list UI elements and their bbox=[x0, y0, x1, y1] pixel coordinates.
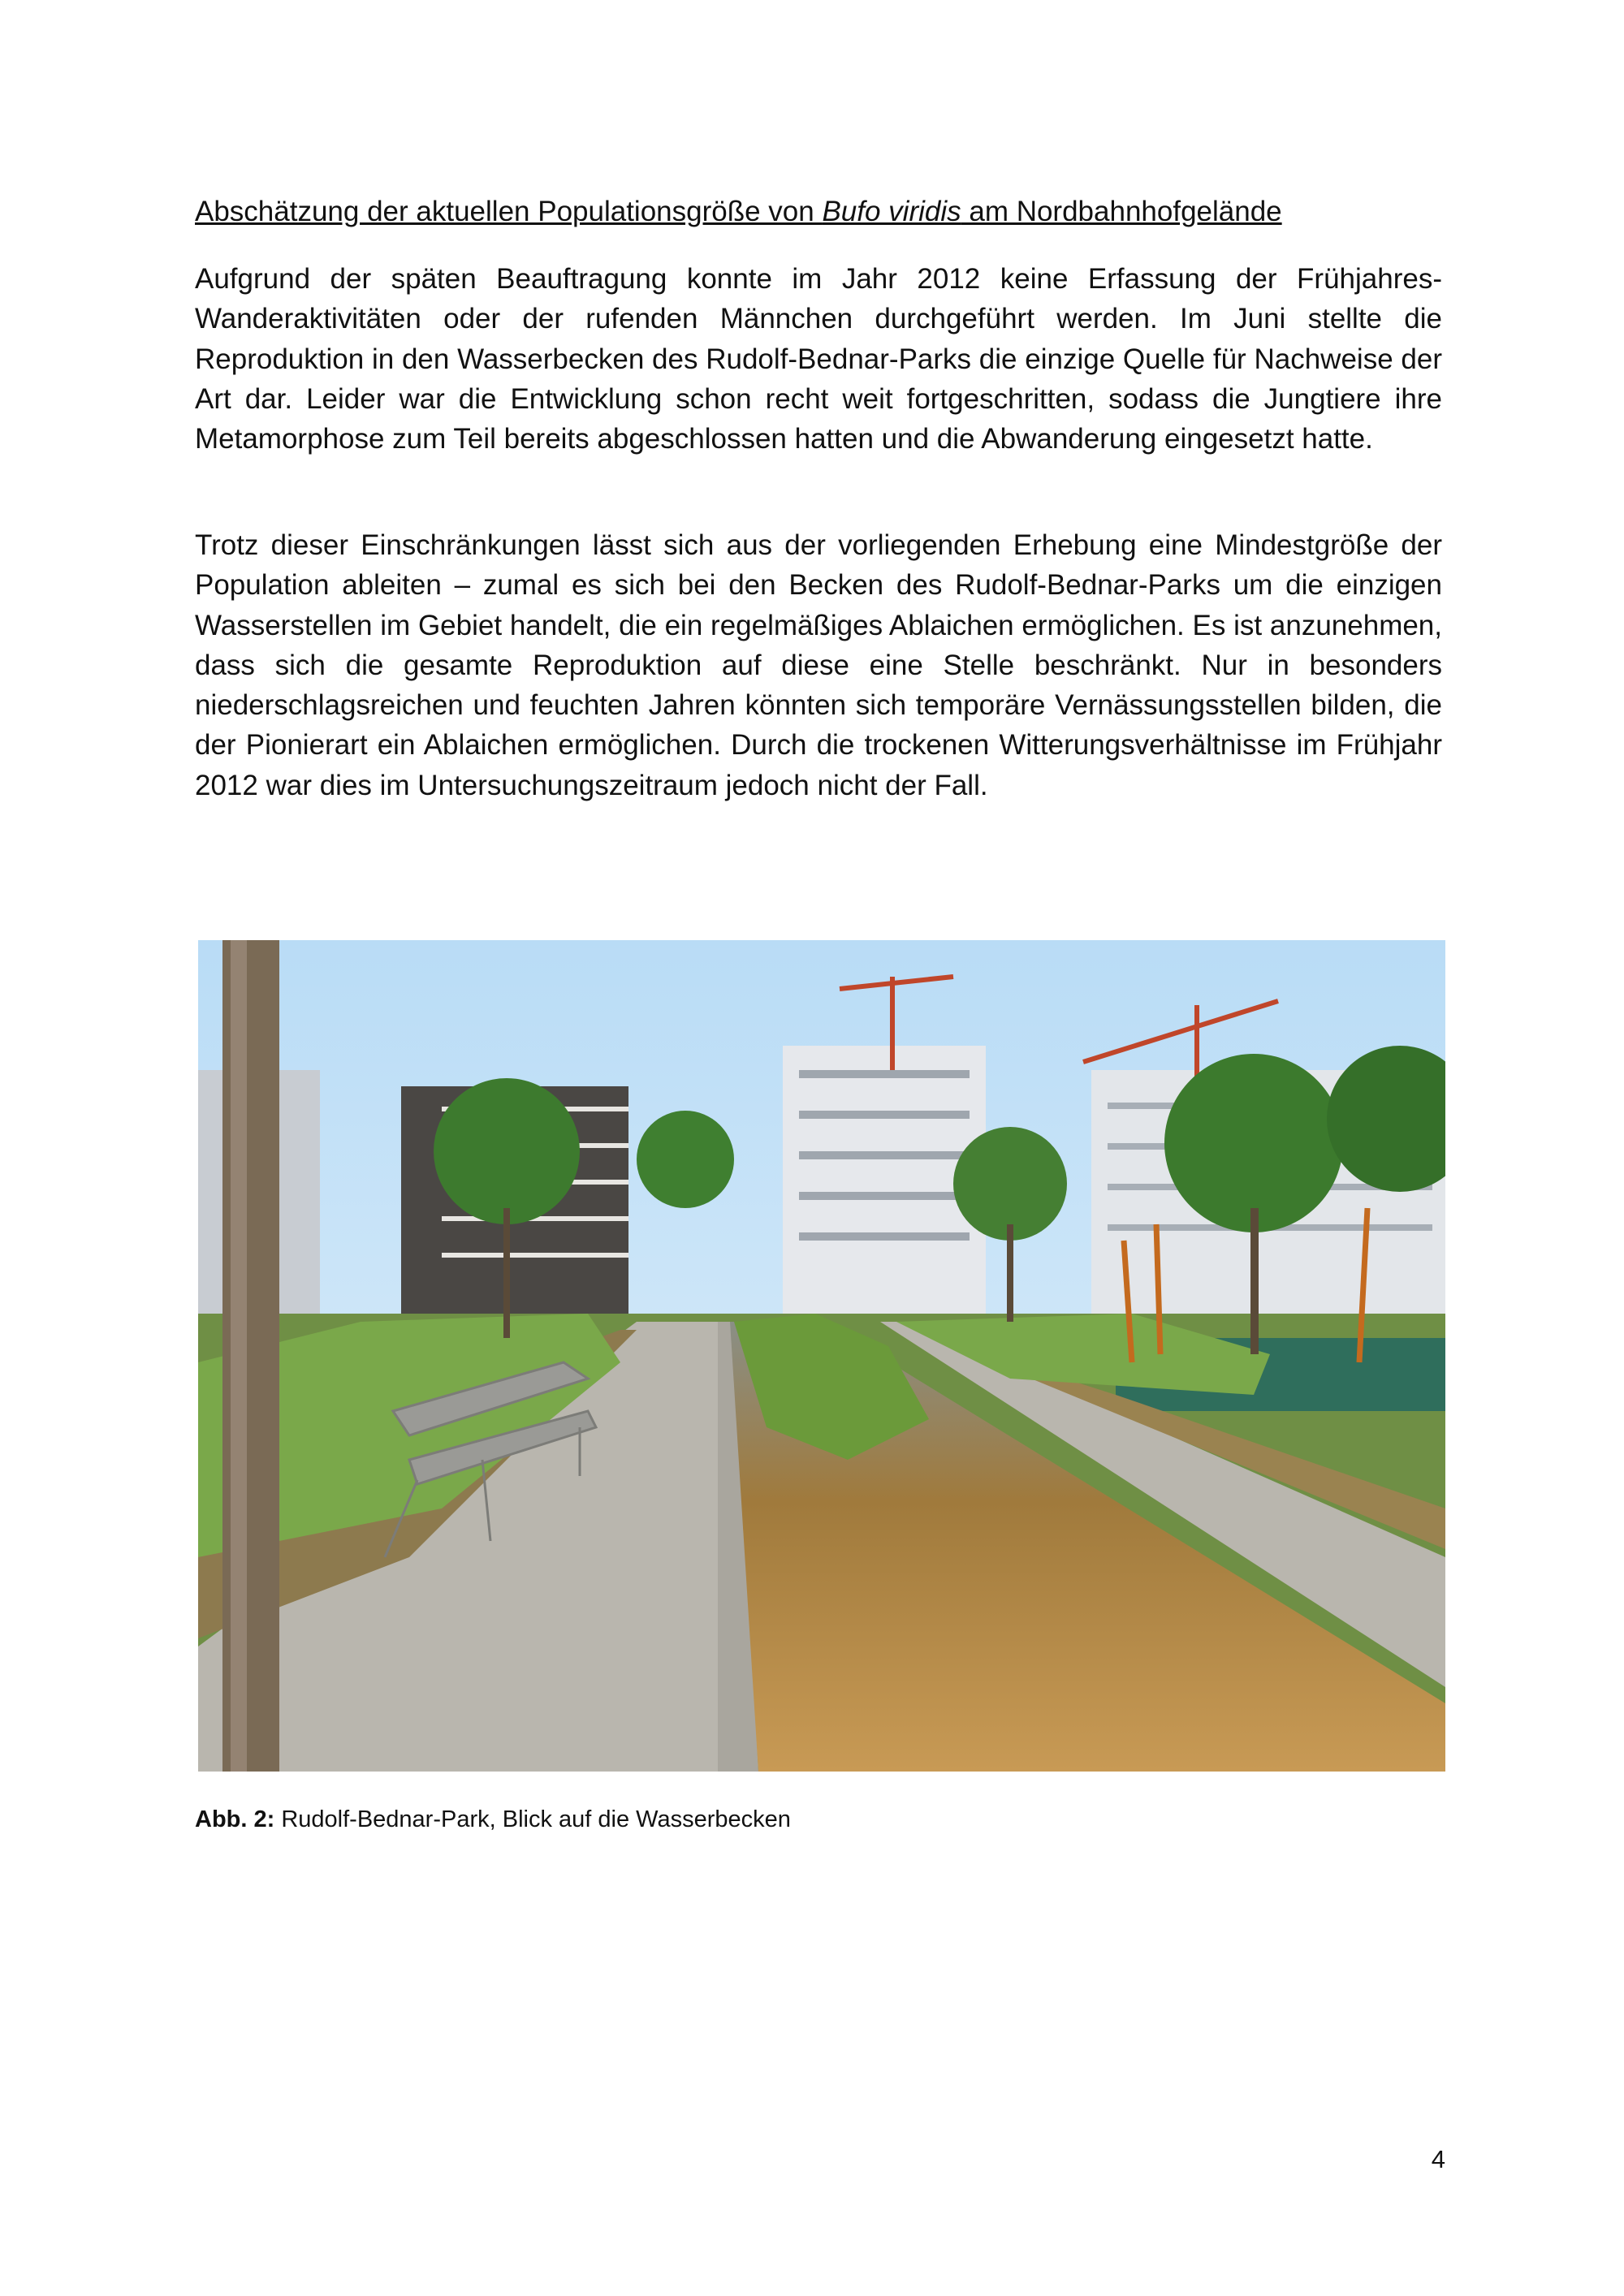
park-photo-illustration bbox=[198, 940, 1445, 1772]
heading-prefix: Abschätzung der aktuellen Populationsgröße von bbox=[195, 196, 823, 227]
paragraph-1: Aufgrund der späten Beauftragung konnte im Jahr 2012 keine Erfassung der Frühjahres-Wanderaktivitäten oder der rufenden Männchen durchgeführt werden. Im Juni stellte die Reproduktion in den Wasserbecken des Rudolf-Bednar-Parks die einzige Quelle für Nachweise der Art dar. Leider war die Entwicklung schon recht weit fortgeschritten, sodass die Jungtiere ihre Metamorphose zum Teil bereits abgeschlossen hatten und die Abwanderung eingesetzt hatte. bbox=[195, 263, 1442, 455]
tree-crown-center bbox=[637, 1111, 734, 1208]
figure-caption-text: Rudolf-Bednar-Park, Blick auf die Wasserbecken bbox=[274, 1806, 791, 1832]
figure-caption bbox=[195, 1804, 791, 1835]
paragraph-2: Trotz dieser Einschränkungen lässt sich aus der vorliegenden Erhebung eine Mindestgröße der Population ableiten – zumal es sich bei den Becken des Rudolf-Bednar-Parks um die einzigen Wasserstellen im Gebiet handelt, die ein regelmäßiges Ablaichen ermöglichen. Es ist anzunehmen, dass sich die gesamte Reproduktion auf diese eine Stelle beschränkt. Nur in besonders niederschlagsreichen und feuchten Jahren könnten sich temporäre Vernässungsstellen bilden, die der Pionierart ein Ablaichen ermöglichen. Durch die trockenen Witterungsverhältnisse im Frühjahr 2012 war dies im Untersuchungszeitraum jedoch nicht der Fall. bbox=[195, 529, 1442, 801]
tree-crown-left bbox=[434, 1078, 580, 1224]
heading-species-name: Bufo viridis bbox=[822, 196, 961, 227]
section-heading bbox=[195, 193, 1445, 231]
tree-crown-right bbox=[1164, 1054, 1343, 1232]
tree-crown-mid bbox=[953, 1127, 1067, 1241]
tree-trunk-foreground bbox=[222, 940, 279, 1772]
heading-suffix: am Nordbahnhofgelände bbox=[961, 196, 1282, 227]
page-number: 4 bbox=[1431, 2145, 1445, 2173]
figure-label: Abb. 2: bbox=[195, 1806, 275, 1832]
park-photo bbox=[198, 940, 1445, 1772]
